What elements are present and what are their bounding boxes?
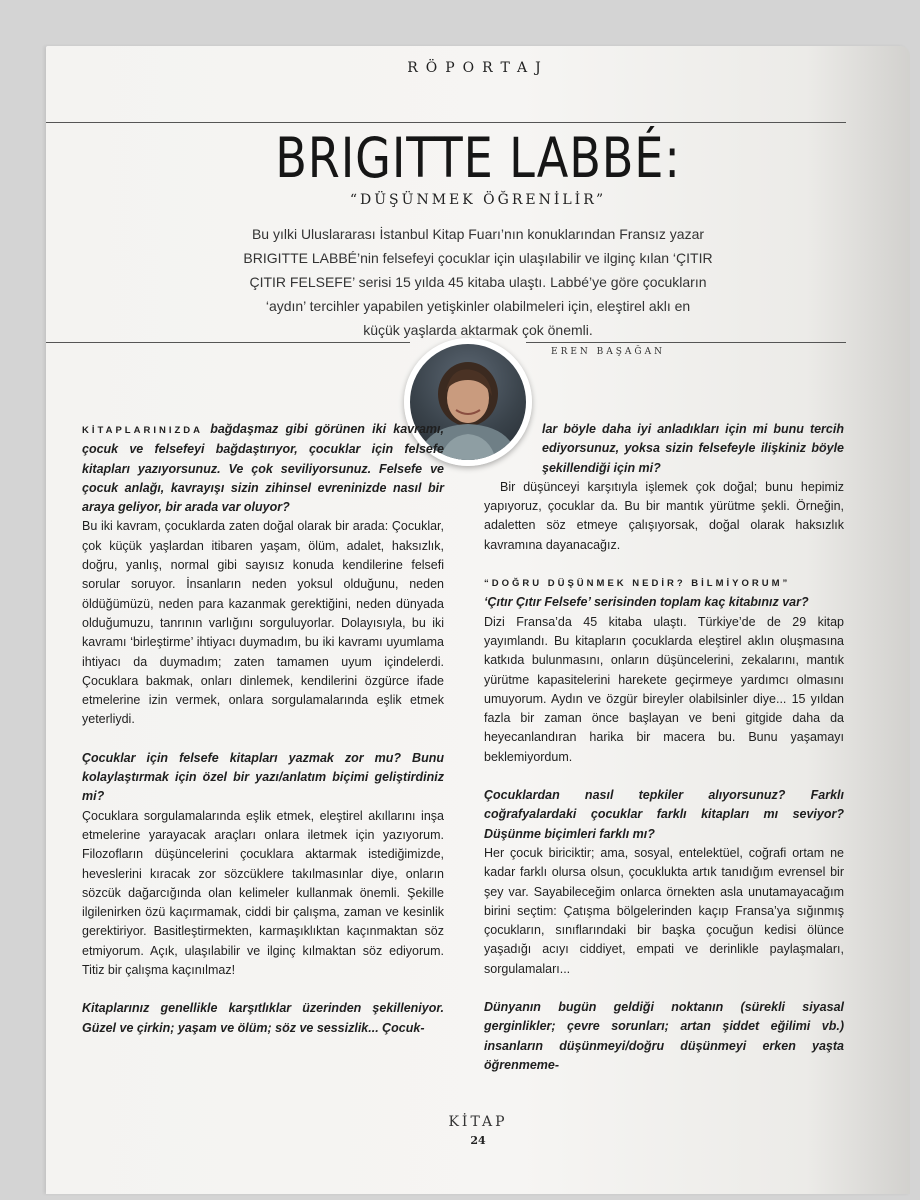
answer-5: Her çocuk biriciktir; ama, sosyal, entelektüel, coğrafi ortam ne kadar farklı olursa olsun, çocuklukta artık tanıdığım evrensel bir şey var. Sayabileceğim onlarca örnekten asla unutamayacağım birini seçtim: Çatışma bölgelerinden kaçıp Fransa’ya sığınmış çocukların, sınıflarındaki bir başka çocuğun kedisi ölünce yaşadığı acıyı ciddiyet, empati ve derinlikle paylaşmaları, sorgulamaları... bbox=[484, 845, 844, 976]
lead-line: ÇITIR FELSEFE’ serisi 15 yılda 45 kitaba ulaştı. Labbé’ye göre çocukların bbox=[249, 274, 707, 290]
question-3-continued: lar böyle daha iyi anladıkları için mi bunu tercih ediyorsunuz, yoksa sizin felsefeyle ilişkiniz böyle şekillendiği için mi? bbox=[542, 422, 844, 475]
question-text: bağdaşmaz gibi görünen iki kavramı, çocuk ve felsefeyi bağdaştırıyor, çocuklar için felsefe kitapları yazıyorsunuz. Ve çok seviliyorsunuz. Felsefe ve çocuk anlağı, kavrayışı sizin zihinsel evreninizde nasıl bir araya geliyor, bir arada var oluyor? bbox=[82, 422, 444, 515]
lead-line: BRIGITTE LABBÉ’nin felsefeyi çocuklar için ulaşılabilir ve ilginç kılan ‘ÇITIR bbox=[243, 250, 713, 266]
article-subtitle: “DÜŞÜNMEK ÖĞRENİLİR” bbox=[349, 192, 607, 208]
lead-line: ‘aydın’ tercihler yapabilen yetişkinler olabilmeleri için, eleştirel aklı en bbox=[265, 298, 691, 314]
article-title: BRIGITTE LABBÉ: bbox=[275, 126, 681, 190]
byline-rule-right bbox=[526, 342, 846, 343]
section-label: RÖPORTAJ bbox=[407, 60, 549, 76]
question-3: Kitaplarınız genellikle karşıtlıklar üzerinden şekilleniyor. Güzel ve çirkin; yaşam ve ölüm; söz ve sessizlik... Çocuk- bbox=[82, 1001, 444, 1035]
answer-2: Çocuklara sorgulamalarında eşlik etmek, eleştirel akıllarını inşa etmelerine yarayacak araçları onlara iletmek için yazıyorum. Filozofların düşüncelerini çocuklara aktarmak istediğimizde, heveslerini kıracak zor sözcüklere takılmasınlar diye, onların sözcük dağarcığında olan kelimeler kullanmak önemli. Şekille ilgilenirken özü kaçırmamak, ciddi bir çalışma, zaman ve kesinlik gerektiriyor. Basitleştirmekten, karmaşıklıktan kaçınmaktan söz etmiyorum. Açık, ulaşılabilir ve ilginç kılmaktan söz ediyorum. Titiz bir çalışma kaçınılmaz! bbox=[82, 808, 444, 978]
magazine-logo: KİTAP bbox=[448, 1114, 508, 1130]
magazine-page bbox=[46, 46, 910, 1194]
article-lead bbox=[176, 222, 780, 342]
question-6: Dünyanın bugün geldiği noktanın (sürekli siyasal gerginlikler; çevre sorunları; artan şiddet eğilimi vb.) insanların düşünmeyi/doğru düşünmeyi erken yaşta öğrenmeme- bbox=[484, 1000, 844, 1072]
byline-rule-left bbox=[46, 342, 410, 343]
lead-word: KİTAPLARINIZDA bbox=[82, 425, 203, 436]
lead-line: küçük yaşlarda aktarmak çok önemli. bbox=[363, 322, 593, 338]
top-rule bbox=[46, 122, 846, 123]
question-5: Çocuklardan nasıl tepkiler alıyorsunuz? Farklı coğrafyalardaki çocuklar farklı kitapları mı seviyor? Düşünme biçimleri farklı mı? bbox=[484, 788, 844, 841]
lead-line: Bu yılki Uluslararası İstanbul Kitap Fuarı’nın konuklarından Fransız yazar bbox=[251, 226, 705, 242]
answer-1: Bu iki kavram, çocuklarda zaten doğal olarak bir arada: Çocuklar, çok küçük yaşlardan itibaren yaşam, ölüm, adalet, haksızlık, doğru, yanlış, normal gibi sayısız konuda kendilerine felsefi sorular soruyor. İnsanların neden yoksul olduğunu, neden öldüğümüzü, neden para kazanmak gerektiğini, neden dünyada olduğumuzu, tanrının varlığını sorguluyorlar. Dolayısıyla, bu iki kavramı ‘birleştirme’ ihtiyacı duymadım, bu iki kavramı uyumlama ihtiyacı da duymadım; zaten tamamen uyum içindelerdi. Çocuklara bakmak, onları dinlemek, kendilerini özgürce ifade etmelerine izin vermek, onlara sorgulamalarında eşlik etmek yeterliydi. bbox=[82, 519, 444, 727]
right-column bbox=[484, 420, 844, 1075]
byline: EREN BAŞAĞAN bbox=[551, 347, 665, 357]
question-4: ‘Çıtır Çıtır Felsefe’ serisinden toplam kaç kitabınız var? bbox=[484, 595, 809, 610]
pull-quote: “DOĞRU DÜŞÜNMEK NEDİR? BİLMİYORUM” bbox=[484, 578, 791, 590]
answer-3: Bir düşünceyi karşıtıyla işlemek çok doğal; bunu hepimiz yapıyoruz, çocuklar da. Bu bir mantık yürütme şekli. Örneğin, adaletten söz etmeye çalışıyorsak, doğal olarak haksızlık kavramına dayanacağız. bbox=[484, 479, 844, 552]
page-number: 24 bbox=[470, 1134, 486, 1147]
question-2: Çocuklar için felsefe kitapları yazmak zor mu? Bunu kolaylaştırmak için özel bir yazı/anlatım biçimi geliştirdiniz mi? bbox=[82, 750, 444, 804]
answer-4: Dizi Fransa’da 45 kitaba ulaştı. Türkiye’de de 29 kitap yayımlandı. Bu kitapların çocuklarda eleştirel aklın oluşmasına katkıda bulunmasını, onların düşüncelerini, zekalarını, mantık yürütme kapasitelerini harekete geçirmeye yardımcı olmasını umuyorum. Aydın ve özgür bireyler olabilsinler diye... 15 yıldan fazla bir zaman önce başlayan ve beni gitgide daha da heyecanlandıran harika bir macera bu. Bunu yaşamayı beklemiyordum. bbox=[484, 614, 844, 764]
question-1 bbox=[82, 420, 444, 517]
left-column bbox=[82, 420, 444, 1038]
